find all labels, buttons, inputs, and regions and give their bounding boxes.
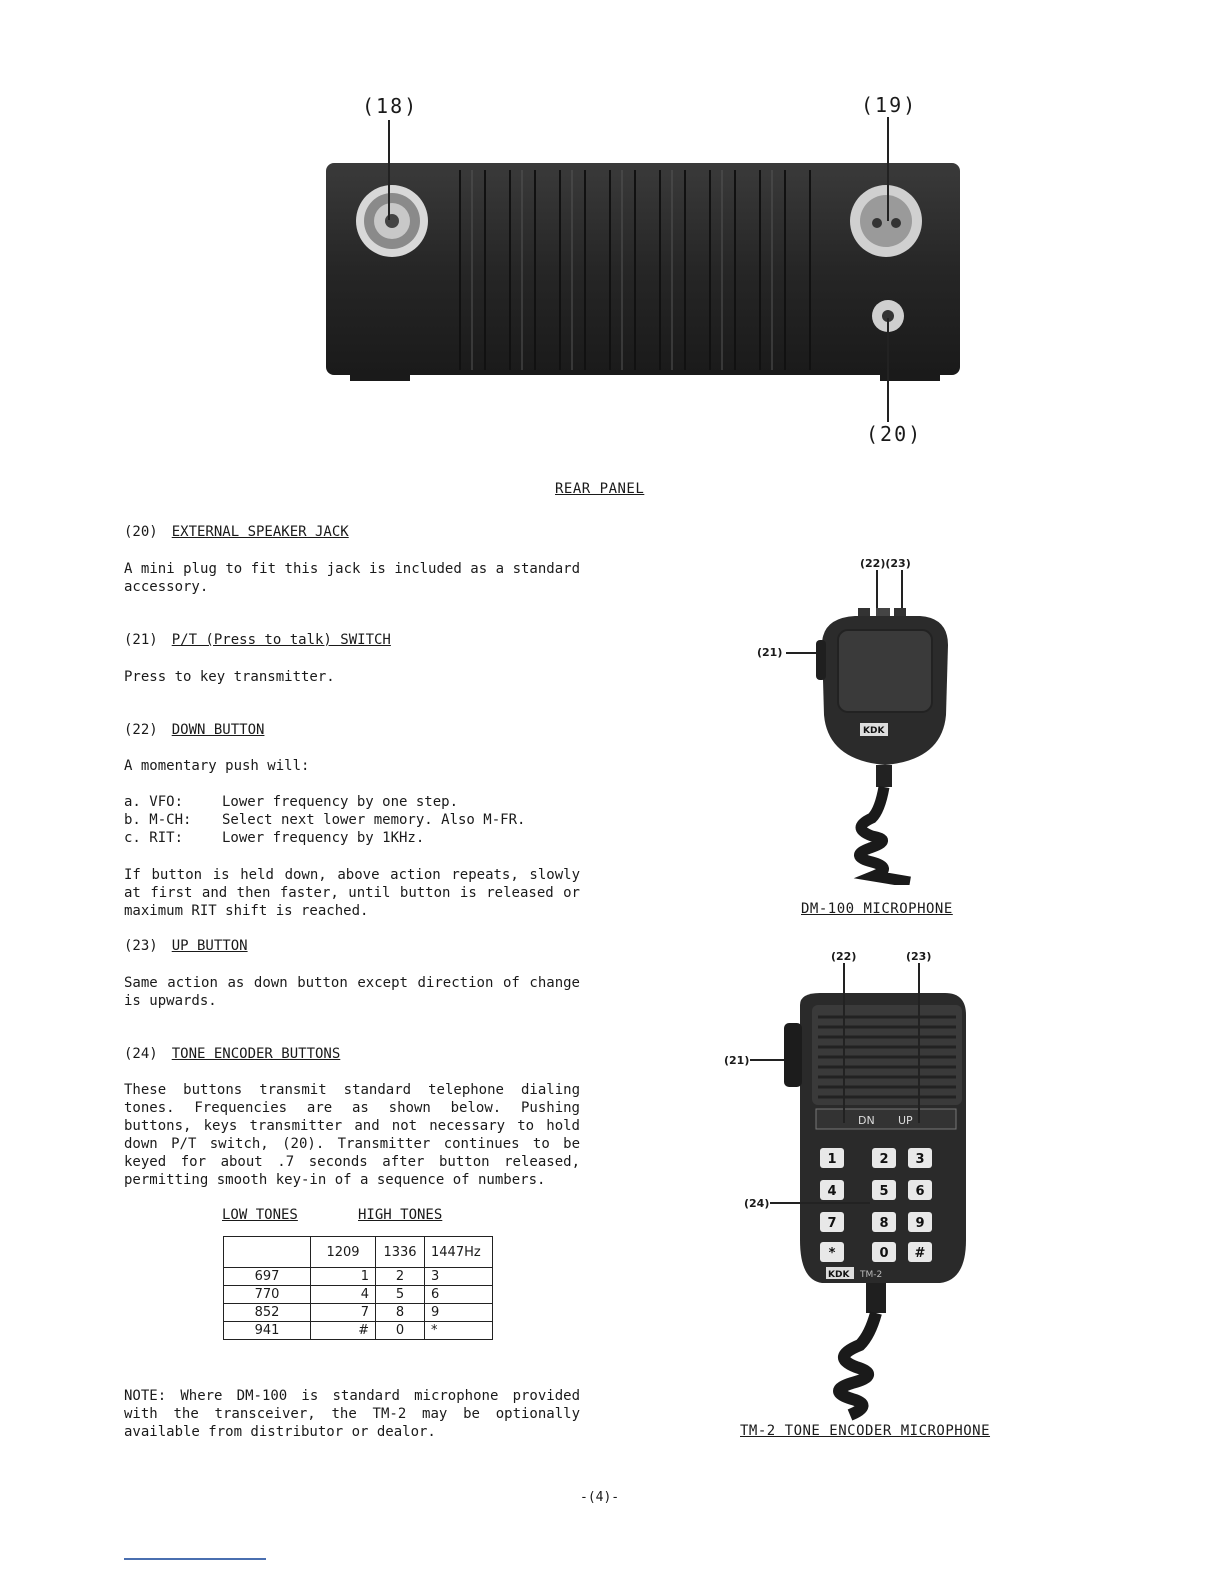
table-cell: 2 [376, 1268, 425, 1286]
dm100-caption: DM-100 MICROPHONE [801, 901, 953, 917]
table-header-row [224, 1237, 493, 1268]
section-number: (23) [124, 938, 158, 954]
tm2-key-label: 8 [879, 1216, 889, 1231]
section-title: DOWN BUTTON [171, 722, 265, 738]
table-cell: 941 [224, 1322, 311, 1340]
antenna-connector [356, 185, 428, 257]
table-cell: 852 [224, 1304, 311, 1322]
section-23-heading [124, 938, 248, 954]
table-cell: * [425, 1322, 493, 1340]
tm2-ptt-switch [784, 1023, 802, 1087]
table-cell: 4 [311, 1286, 376, 1304]
list-item [124, 793, 525, 811]
rear-panel-caption: REAR PANEL [555, 481, 645, 497]
tm2-key-label: 7 [827, 1216, 837, 1231]
section-title: TONE ENCODER BUTTONS [171, 1046, 341, 1062]
table-cell: 6 [425, 1286, 493, 1304]
section-24-heading [124, 1046, 340, 1062]
tm2-leader-23 [918, 963, 920, 1123]
dm100-brand-label: KDK [863, 726, 885, 736]
tm2-key-label: # [914, 1246, 926, 1261]
section-number: (24) [124, 1046, 158, 1062]
tm2-key-label: 1 [827, 1152, 837, 1167]
down-action-list [124, 793, 525, 847]
tm2-leader-24 [770, 1202, 870, 1204]
table-row [224, 1304, 493, 1322]
dm100-microphone-photo [810, 600, 960, 885]
section-24-body: These buttons transmit standard telephone dialing tones. Frequencies are as shown below. Pushing buttons, keys transmitter and not necessary to hold down P/T switch, (20). Transmitter continues to be keyed for about .7 seconds after button released, permitting smooth key-in of a sequence of numbers. [124, 1082, 580, 1188]
tm2-leader-22 [843, 963, 845, 1123]
high-tones-label: HIGH TONES [358, 1207, 443, 1223]
table-row [224, 1286, 493, 1304]
dm100-callout-22-23: (22)(23) [860, 557, 911, 570]
table-cell: 7 [311, 1304, 376, 1322]
table-cell: # [311, 1322, 376, 1340]
tm2-key-label: 4 [827, 1184, 837, 1199]
tm2-callout-21: (21) [724, 1054, 750, 1067]
section-title: UP BUTTON [171, 938, 248, 954]
section-20-body: A mini plug to fit this jack is included as a standard accessory. [124, 561, 580, 595]
leader-20 [887, 318, 889, 422]
section-22-heading [124, 722, 264, 738]
table-row [224, 1322, 493, 1340]
table-row [224, 1268, 493, 1286]
list-key: b. M-CH: [124, 812, 192, 828]
dm100-coiled-cord [859, 787, 910, 882]
rear-panel-photo [320, 115, 970, 425]
note-text: NOTE: Where DM-100 is standard microphone provided with the transceiver, the TM-2 may be optionally available from distributor or dealor. [124, 1388, 580, 1440]
section-number: (21) [124, 632, 158, 648]
tm2-up-label: UP [898, 1114, 913, 1127]
tm2-key-label: 5 [879, 1184, 889, 1199]
callout-18: (18) [362, 94, 419, 118]
leader-19 [887, 117, 889, 221]
list-key: a. VFO: [124, 794, 184, 810]
section-23-body: Same action as down button except direction of change is upwards. [124, 975, 580, 1009]
section-21-body: Press to key transmitter. [124, 669, 335, 685]
tone-frequency-table [223, 1236, 493, 1340]
table-cell: 697 [224, 1268, 311, 1286]
section-title: EXTERNAL SPEAKER JACK [171, 524, 349, 540]
tm2-key-label: 6 [915, 1184, 925, 1199]
tm2-key-label: 2 [879, 1152, 889, 1167]
table-cell: 1 [311, 1268, 376, 1286]
footer-rule [124, 1558, 266, 1560]
section-number: (20) [124, 524, 158, 540]
tm2-coiled-cord [839, 1313, 876, 1415]
table-cell: 770 [224, 1286, 311, 1304]
list-key: c. RIT: [124, 830, 184, 846]
tm2-callout-24: (24) [744, 1197, 770, 1210]
tm2-model-label: TM-2 [860, 1270, 883, 1280]
tm2-key-label: 9 [915, 1216, 925, 1231]
list-value: Lower frequency by one step. [222, 794, 459, 810]
list-value: Select next lower memory. Also M-FR. [222, 812, 526, 828]
section-22-body: A momentary push will: [124, 758, 310, 774]
table-header-cell: 1336 [376, 1237, 425, 1268]
power-connector [850, 185, 922, 257]
table-cell: 8 [376, 1304, 425, 1322]
section-20-heading [124, 524, 349, 540]
page-number: -(4)- [580, 1490, 620, 1505]
tm2-brand-label: KDK [828, 1270, 850, 1280]
tm2-leader-21 [750, 1059, 784, 1061]
tm2-microphone-photo [770, 985, 980, 1425]
section-number: (22) [124, 722, 158, 738]
tm2-key-label: 3 [915, 1152, 925, 1167]
tm2-caption: TM-2 TONE ENCODER MICROPHONE [740, 1423, 991, 1439]
callout-19: (19) [861, 93, 918, 117]
tm2-callout-23: (23) [906, 950, 932, 963]
table-cell: 3 [425, 1268, 493, 1286]
table-cell: 5 [376, 1286, 425, 1304]
table-header-cell: 1209 [311, 1237, 376, 1268]
table-header-cell: 1447Hz [425, 1237, 493, 1268]
tm2-key-label: * [828, 1246, 836, 1261]
leader-18 [388, 120, 390, 220]
tm2-dn-label: DN [858, 1114, 875, 1127]
tm2-key-label: 0 [879, 1246, 889, 1261]
callout-20: (20) [866, 422, 923, 446]
tm2-callout-22: (22) [831, 950, 857, 963]
list-item [124, 829, 525, 847]
list-item [124, 811, 525, 829]
low-tones-label: LOW TONES [222, 1207, 298, 1223]
section-title: P/T (Press to talk) SWITCH [171, 632, 391, 648]
table-cell: 0 [376, 1322, 425, 1340]
table-cell: 9 [425, 1304, 493, 1322]
table-cell [224, 1237, 311, 1268]
section-21-heading [124, 632, 391, 648]
dm100-callout-21: (21) [757, 646, 783, 659]
down-repeat-text: If button is held down, above action repeats, slowly at first and then faster, until button is released or maximum RIT shift is reached. [124, 867, 580, 919]
tm2-speaker-grille [812, 1005, 962, 1105]
list-value: Lower frequency by 1KHz. [222, 830, 425, 846]
